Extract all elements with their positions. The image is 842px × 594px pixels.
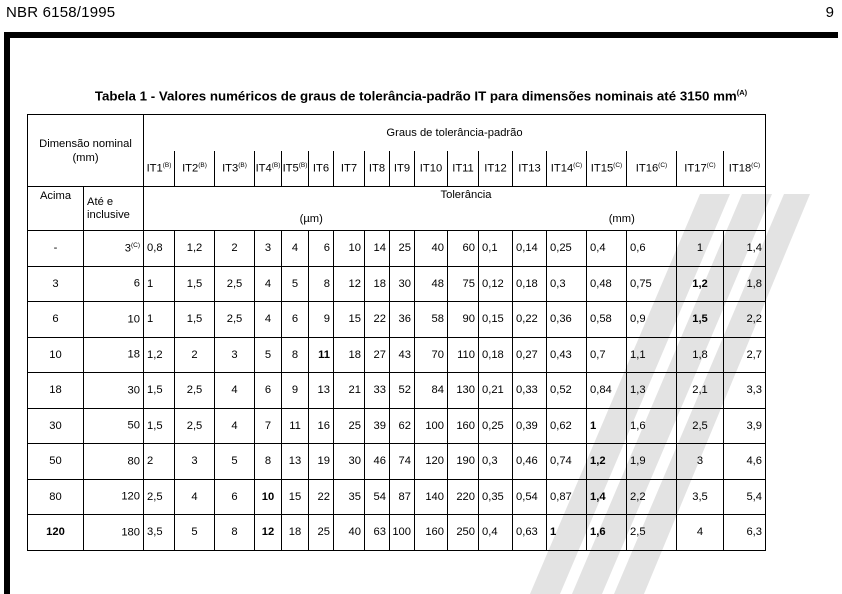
- tolerance-value: 1,2: [175, 231, 215, 267]
- tolerance-value: 0,48: [587, 266, 627, 302]
- above-value: 3: [28, 266, 84, 302]
- tolerance-value: 54: [365, 479, 390, 515]
- tolerance-value: 0,36: [547, 302, 587, 338]
- tolerance-value: 8: [215, 515, 255, 551]
- tolerance-value: 1,5: [144, 373, 175, 409]
- grade-label: IT18: [728, 162, 752, 175]
- above-value: 30: [28, 408, 84, 444]
- grade-label: IT14: [550, 162, 574, 175]
- tolerance-value: 250: [448, 515, 479, 551]
- tolerance-value: 140: [415, 479, 448, 515]
- tolerance-value: 0,3: [547, 266, 587, 302]
- tolerance-value: 160: [448, 408, 479, 444]
- tolerance-value: 5: [175, 515, 215, 551]
- upto-value: [84, 337, 144, 373]
- tolerance-value: 0,35: [479, 479, 513, 515]
- tolerance-value: 7: [255, 408, 282, 444]
- tolerance-value: 3: [255, 231, 282, 267]
- tolerance-value: 5: [215, 444, 255, 480]
- tolerance-value: 15: [334, 302, 365, 338]
- tolerance-value: 39: [365, 408, 390, 444]
- tolerance-value: 2: [215, 231, 255, 267]
- tolerance-value: 0,15: [479, 302, 513, 338]
- grade-note: (C): [658, 161, 668, 169]
- table-row: [28, 373, 766, 409]
- grade-header-cell: [587, 151, 627, 187]
- tolerance-value: 1,2: [677, 266, 724, 302]
- tolerance-value: 5,4: [724, 479, 766, 515]
- table-row: [28, 479, 766, 515]
- grade-note: (B): [271, 161, 281, 169]
- tolerance-value: 0,75: [627, 266, 677, 302]
- grade-label: IT12: [484, 162, 507, 175]
- tolerance-value: 25: [334, 408, 365, 444]
- tolerance-value: 4: [282, 231, 309, 267]
- tolerance-value: 2,5: [215, 266, 255, 302]
- tolerance-value: 9: [282, 373, 309, 409]
- tolerance-value: 0,7: [587, 337, 627, 373]
- grade-label: IT9: [393, 162, 411, 175]
- grade-header-cell: [677, 151, 724, 187]
- tolerance-value: 19: [309, 444, 334, 480]
- above-value: -: [28, 231, 84, 267]
- tolerance-value: 0,18: [479, 337, 513, 373]
- tolerance-value: 0,14: [513, 231, 547, 267]
- tolerance-value: 2,7: [724, 337, 766, 373]
- unit-um: (µm): [299, 213, 323, 225]
- above-value: 18: [28, 373, 84, 409]
- tolerance-value: 1: [547, 515, 587, 551]
- tolerance-value: 40: [415, 231, 448, 267]
- above-value: 50: [28, 444, 84, 480]
- tolerance-value: 4: [255, 302, 282, 338]
- tolerance-value: 0,12: [479, 266, 513, 302]
- tolerance-header: Tolerância: [440, 189, 492, 201]
- grade-label: IT16: [635, 162, 659, 175]
- tolerance-value: 70: [415, 337, 448, 373]
- tolerance-value: 18: [282, 515, 309, 551]
- grade-label: IT5: [282, 162, 299, 175]
- tolerance-value: 13: [309, 373, 334, 409]
- tolerance-value: 9: [309, 302, 334, 338]
- grade-note: (B): [198, 161, 207, 169]
- grade-header-cell: [415, 151, 448, 187]
- tolerance-value: 4: [215, 408, 255, 444]
- tolerance-value: 13: [282, 444, 309, 480]
- tolerance-value: 84: [415, 373, 448, 409]
- tolerance-value: 18: [334, 337, 365, 373]
- grade-note: (C): [613, 161, 623, 169]
- tolerance-value: 3,9: [724, 408, 766, 444]
- tolerance-value: 0,4: [587, 231, 627, 267]
- grade-header-cell: [724, 151, 766, 187]
- tolerance-value: 1: [677, 231, 724, 267]
- tolerance-value: 1,8: [677, 337, 724, 373]
- grade-header-cell: [479, 151, 513, 187]
- tolerance-value: 10: [255, 479, 282, 515]
- upto-number: 18: [127, 349, 140, 362]
- dimension-header: Dimensão nominal (mm): [28, 115, 144, 187]
- tolerance-value: 190: [448, 444, 479, 480]
- tolerance-value: 36: [390, 302, 415, 338]
- tolerance-value: 130: [448, 373, 479, 409]
- tolerance-value: 1,5: [175, 266, 215, 302]
- grade-note: (B): [238, 161, 247, 169]
- tolerance-value: 2,5: [627, 515, 677, 551]
- grade-label: IT1: [146, 162, 163, 175]
- table-row: [28, 408, 766, 444]
- tolerance-value: 110: [448, 337, 479, 373]
- grade-label: IT3: [222, 162, 239, 175]
- tolerance-value: 21: [334, 373, 365, 409]
- tolerance-value: 33: [365, 373, 390, 409]
- tolerance-value: 4: [255, 266, 282, 302]
- tolerance-value: 46: [365, 444, 390, 480]
- tolerance-value: 0,54: [513, 479, 547, 515]
- tolerance-value: 0,21: [479, 373, 513, 409]
- unit-mm-cell: [440, 187, 766, 231]
- tolerance-value: 120: [415, 444, 448, 480]
- tolerance-value: 0,18: [513, 266, 547, 302]
- tolerance-value: 6: [255, 373, 282, 409]
- table-row: [28, 515, 766, 551]
- tolerance-value: 0,74: [547, 444, 587, 480]
- upto-value: [84, 266, 144, 302]
- tolerance-value: 35: [334, 479, 365, 515]
- tolerance-value: 60: [448, 231, 479, 267]
- tolerance-value: 48: [415, 266, 448, 302]
- tolerance-value: 0,46: [513, 444, 547, 480]
- tolerance-value: 11: [309, 337, 334, 373]
- tolerance-value: 220: [448, 479, 479, 515]
- grade-note: (C): [751, 161, 761, 169]
- upto-number: 10: [127, 313, 140, 326]
- tolerance-value: 43: [390, 337, 415, 373]
- table-row: [28, 337, 766, 373]
- tolerance-value: 0,84: [587, 373, 627, 409]
- upto-value: [84, 515, 144, 551]
- tolerance-value: 2,2: [724, 302, 766, 338]
- grade-label: IT2: [182, 162, 199, 175]
- tolerance-value: 14: [365, 231, 390, 267]
- grade-header-cell: [627, 151, 677, 187]
- tolerance-value: 15: [282, 479, 309, 515]
- grade-header-cell: [513, 151, 547, 187]
- tolerance-value: 1,6: [587, 515, 627, 551]
- above-header: Acima: [28, 187, 84, 231]
- upto-number: 50: [127, 420, 140, 433]
- grade-header-cell: [547, 151, 587, 187]
- tolerance-value: 90: [448, 302, 479, 338]
- tolerance-value: 30: [334, 444, 365, 480]
- table-row: [28, 302, 766, 338]
- tolerance-value: 58: [415, 302, 448, 338]
- tolerance-value: 30: [390, 266, 415, 302]
- upto-value: [84, 373, 144, 409]
- tolerance-value: 2,5: [144, 479, 175, 515]
- upto-value: [84, 479, 144, 515]
- tolerance-value: 0,43: [547, 337, 587, 373]
- grade-label: IT7: [340, 162, 358, 175]
- tolerance-value: 1,5: [677, 302, 724, 338]
- tolerance-value: 18: [365, 266, 390, 302]
- upto-number: 3: [124, 242, 131, 255]
- table-row: [28, 231, 766, 267]
- tolerance-value: 1,2: [587, 444, 627, 480]
- tolerance-value: 2,5: [215, 302, 255, 338]
- tolerance-value: 5: [282, 266, 309, 302]
- tolerance-value: 11: [282, 408, 309, 444]
- tolerance-value: 0,1: [479, 231, 513, 267]
- unit-um-cell: [144, 187, 479, 231]
- grade-header-cell: [282, 151, 309, 187]
- tolerance-value: 4: [215, 373, 255, 409]
- upto-header: Até e inclusive: [84, 187, 144, 231]
- upto-note: (C): [130, 241, 140, 249]
- tolerance-value: 100: [390, 515, 415, 551]
- grade-label: IT13: [518, 162, 541, 175]
- tolerance-value: 1,4: [587, 479, 627, 515]
- page-number: 9: [825, 4, 834, 21]
- grade-label: IT10: [419, 162, 443, 175]
- upto-number: 180: [121, 526, 140, 539]
- page-header-title: NBR 6158/1995: [6, 4, 116, 21]
- tolerance-value: 3: [215, 337, 255, 373]
- tolerance-value: 1,8: [724, 266, 766, 302]
- tolerance-value: 0,22: [513, 302, 547, 338]
- tolerance-value: 74: [390, 444, 415, 480]
- grade-header-cell: [215, 151, 255, 187]
- tolerance-value: 1,4: [724, 231, 766, 267]
- tolerance-value: 3: [175, 444, 215, 480]
- tolerance-value: 87: [390, 479, 415, 515]
- tolerance-value: 12: [255, 515, 282, 551]
- above-value: 80: [28, 479, 84, 515]
- tolerance-value: 22: [309, 479, 334, 515]
- grade-note: (C): [573, 161, 583, 169]
- tolerance-value: 3,5: [677, 479, 724, 515]
- tolerance-value: 100: [415, 408, 448, 444]
- grade-label: IT11: [452, 162, 474, 175]
- grade-note: (C): [706, 161, 716, 169]
- tolerance-value: 0,25: [547, 231, 587, 267]
- tolerance-value: 0,62: [547, 408, 587, 444]
- upto-number: 120: [121, 491, 140, 504]
- above-value: 6: [28, 302, 84, 338]
- tolerance-value: 1,6: [627, 408, 677, 444]
- tolerance-value: 62: [390, 408, 415, 444]
- grade-note: (B): [162, 161, 172, 169]
- grades-header: Graus de tolerância-padrão: [144, 115, 766, 151]
- tolerance-value: 4: [175, 479, 215, 515]
- grade-header-cell: [175, 151, 215, 187]
- tolerance-value: 10: [334, 231, 365, 267]
- tolerance-value: 2: [144, 444, 175, 480]
- upto-value: [84, 231, 144, 267]
- tolerance-value: 1,9: [627, 444, 677, 480]
- tolerance-value: 2,5: [175, 373, 215, 409]
- tolerance-value: 12: [334, 266, 365, 302]
- tolerance-value: 5: [255, 337, 282, 373]
- tolerance-value: 0,27: [513, 337, 547, 373]
- tolerance-value: 3: [677, 444, 724, 480]
- upto-value: [84, 302, 144, 338]
- tolerance-value: 3,5: [144, 515, 175, 551]
- tolerance-value: 1,3: [627, 373, 677, 409]
- tolerance-value: 6: [309, 231, 334, 267]
- tolerance-value: 40: [334, 515, 365, 551]
- tolerance-value: 0,63: [513, 515, 547, 551]
- tolerance-value: 4,6: [724, 444, 766, 480]
- tolerance-value: 1,5: [144, 408, 175, 444]
- tolerance-value: 0,33: [513, 373, 547, 409]
- grade-label: IT17: [684, 162, 707, 175]
- tolerance-value: 8: [309, 266, 334, 302]
- tolerance-value: 2,1: [677, 373, 724, 409]
- above-value: 10: [28, 337, 84, 373]
- tolerance-value: 6,3: [724, 515, 766, 551]
- grade-note: (B): [298, 161, 308, 169]
- upto-value: [84, 444, 144, 480]
- tolerance-value: 0,6: [627, 231, 677, 267]
- tolerance-value: 0,3: [479, 444, 513, 480]
- tolerance-value: 2,2: [627, 479, 677, 515]
- grade-header-cell: [309, 151, 334, 187]
- tolerance-value: 22: [365, 302, 390, 338]
- tolerance-value: 75: [448, 266, 479, 302]
- tolerance-value: 8: [282, 337, 309, 373]
- grade-label: IT15: [590, 162, 614, 175]
- grade-header-cell: [144, 151, 175, 187]
- tolerance-value: 25: [309, 515, 334, 551]
- above-value: 120: [28, 515, 84, 551]
- tolerance-value: 2,5: [175, 408, 215, 444]
- grade-header-cell: [334, 151, 365, 187]
- tolerance-value: 16: [309, 408, 334, 444]
- tolerance-value: 0,8: [144, 231, 175, 267]
- caption-text: Tabela 1 - Valores numéricos de graus de tolerância-padrão IT para dimensões nominais até 3150 mm: [94, 88, 737, 104]
- upto-number: 30: [127, 384, 140, 397]
- grade-header-cell: [255, 151, 282, 187]
- tolerance-value: 27: [365, 337, 390, 373]
- grade-label: IT6: [312, 162, 330, 175]
- unit-mm: (mm): [608, 213, 635, 225]
- tolerance-value: 63: [365, 515, 390, 551]
- tolerance-value: 0,4: [479, 515, 513, 551]
- tolerance-value: 0,25: [479, 408, 513, 444]
- table-row: [28, 266, 766, 302]
- tolerance-value: 2,5: [677, 408, 724, 444]
- caption-note: (A): [736, 88, 748, 97]
- grade-header-cell: [390, 151, 415, 187]
- tolerance-value: 6: [282, 302, 309, 338]
- tolerance-value: 1,1: [627, 337, 677, 373]
- grade-label: IT4: [255, 162, 272, 175]
- upto-value: [84, 408, 144, 444]
- upto-number: 6: [133, 278, 140, 291]
- tolerance-value: 160: [415, 515, 448, 551]
- grade-label: IT8: [368, 162, 386, 175]
- tolerance-value: 0,87: [547, 479, 587, 515]
- tolerance-value: 6: [215, 479, 255, 515]
- tolerance-value: 1,5: [175, 302, 215, 338]
- tolerance-table: [27, 114, 766, 551]
- grade-header-cell: [365, 151, 390, 187]
- tolerance-value: 52: [390, 373, 415, 409]
- table-row: [28, 444, 766, 480]
- tolerance-value: 0,52: [547, 373, 587, 409]
- tolerance-value: 0,9: [627, 302, 677, 338]
- tolerance-value: 0,39: [513, 408, 547, 444]
- grade-header-cell: [448, 151, 479, 187]
- tolerance-value: 3,3: [724, 373, 766, 409]
- tolerance-value: 1,2: [144, 337, 175, 373]
- tolerance-value: 4: [677, 515, 724, 551]
- tolerance-value: 0,58: [587, 302, 627, 338]
- tolerance-value: 1: [144, 266, 175, 302]
- tolerance-value: 8: [255, 444, 282, 480]
- tolerance-value: 1: [144, 302, 175, 338]
- upto-number: 80: [127, 455, 140, 468]
- tolerance-value: 2: [175, 337, 215, 373]
- tolerance-value: 25: [390, 231, 415, 267]
- tolerance-value: 1: [587, 408, 627, 444]
